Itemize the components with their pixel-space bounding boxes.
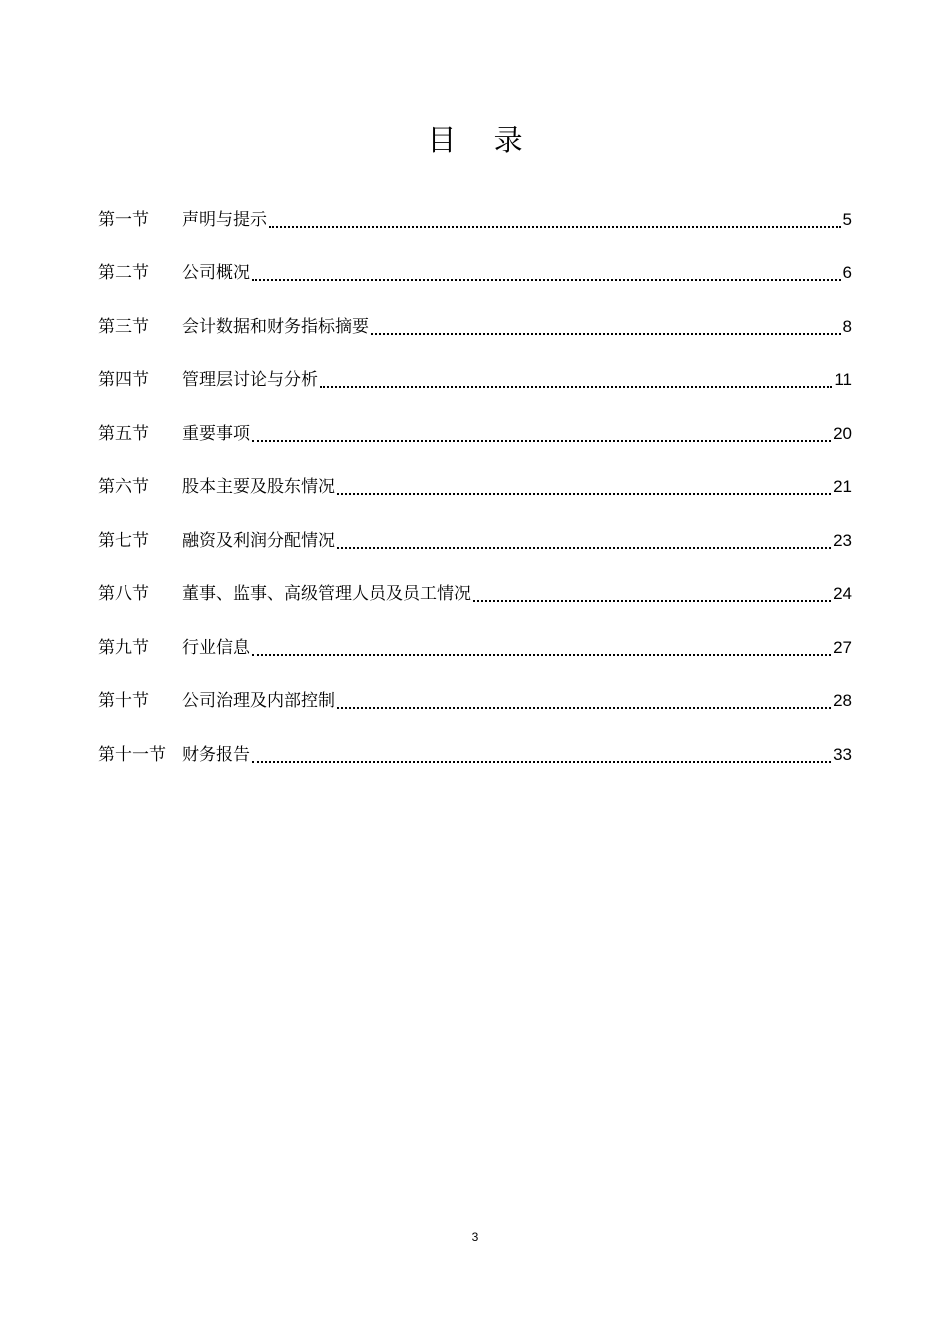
toc-dot-leader — [252, 253, 841, 293]
toc-entry[interactable] — [98, 186, 852, 240]
toc-section-number: 第五节 — [98, 423, 149, 444]
page-footer-number: 3 — [471, 1230, 479, 1244]
toc-entry-title: 融资及利润分配情况 — [182, 530, 335, 551]
toc-entry[interactable] — [98, 507, 852, 561]
toc-dot-leader — [252, 628, 831, 668]
toc-page-number: 8 — [842, 316, 852, 336]
toc-entry[interactable] — [98, 400, 852, 454]
toc-entry[interactable] — [98, 293, 852, 347]
toc-entry-title: 公司治理及内部控制 — [182, 691, 335, 711]
toc-dot-leader — [371, 307, 841, 347]
toc-page-number: 11 — [834, 370, 852, 389]
page-title: 目 录 — [427, 123, 537, 157]
toc-section-number: 第六节 — [98, 477, 149, 497]
toc-dot-leader — [337, 521, 831, 561]
toc-section-number: 第七节 — [98, 530, 149, 551]
toc-page-number: 21 — [833, 477, 852, 496]
toc-entry-title: 重要事项 — [182, 423, 250, 444]
toc-entry-title: 公司概况 — [182, 263, 250, 283]
toc-dot-leader — [269, 200, 841, 240]
toc-page-number: 28 — [833, 691, 852, 710]
toc-entry-title: 管理层讨论与分析 — [182, 370, 318, 390]
toc-entry-title: 财务报告 — [182, 744, 250, 765]
toc-page-number: 5 — [842, 209, 852, 229]
toc-entry-title: 声明与提示 — [182, 209, 267, 230]
toc-page-number: 24 — [833, 584, 852, 603]
toc-page-number: 33 — [833, 744, 852, 764]
toc-entry-title: 行业信息 — [182, 637, 250, 658]
toc-section-number: 第十一节 — [98, 744, 166, 765]
toc-entry-title: 会计数据和财务指标摘要 — [182, 316, 369, 337]
toc-entry[interactable] — [98, 721, 852, 775]
toc-entry[interactable] — [98, 240, 852, 294]
toc-page-number: 20 — [833, 423, 852, 443]
toc-dot-leader — [320, 360, 832, 400]
toc-section-number: 第四节 — [98, 370, 149, 390]
toc-section-number: 第八节 — [98, 584, 149, 604]
toc-section-number: 第一节 — [98, 209, 149, 230]
toc-entry[interactable] — [98, 614, 852, 668]
toc-page-number: 6 — [842, 263, 852, 282]
toc-entry[interactable] — [98, 454, 852, 508]
toc-page-number: 27 — [833, 637, 852, 657]
toc-dot-leader — [337, 681, 831, 721]
toc-dot-leader — [337, 467, 831, 507]
toc-dot-leader — [473, 574, 831, 614]
toc-entry-title: 股本主要及股东情况 — [182, 477, 335, 497]
toc-page-number: 23 — [833, 530, 852, 550]
toc-dot-leader — [252, 414, 831, 454]
toc-section-number: 第三节 — [98, 316, 149, 337]
toc-entry[interactable] — [98, 668, 852, 722]
toc-dot-leader — [252, 735, 831, 775]
toc-entry[interactable] — [98, 347, 852, 401]
table-of-contents — [98, 186, 852, 775]
toc-section-number: 第九节 — [98, 637, 149, 658]
toc-section-number: 第十节 — [98, 691, 149, 711]
toc-entry[interactable] — [98, 561, 852, 615]
toc-section-number: 第二节 — [98, 263, 149, 283]
toc-entry-title: 董事、监事、高级管理人员及员工情况 — [182, 584, 471, 604]
